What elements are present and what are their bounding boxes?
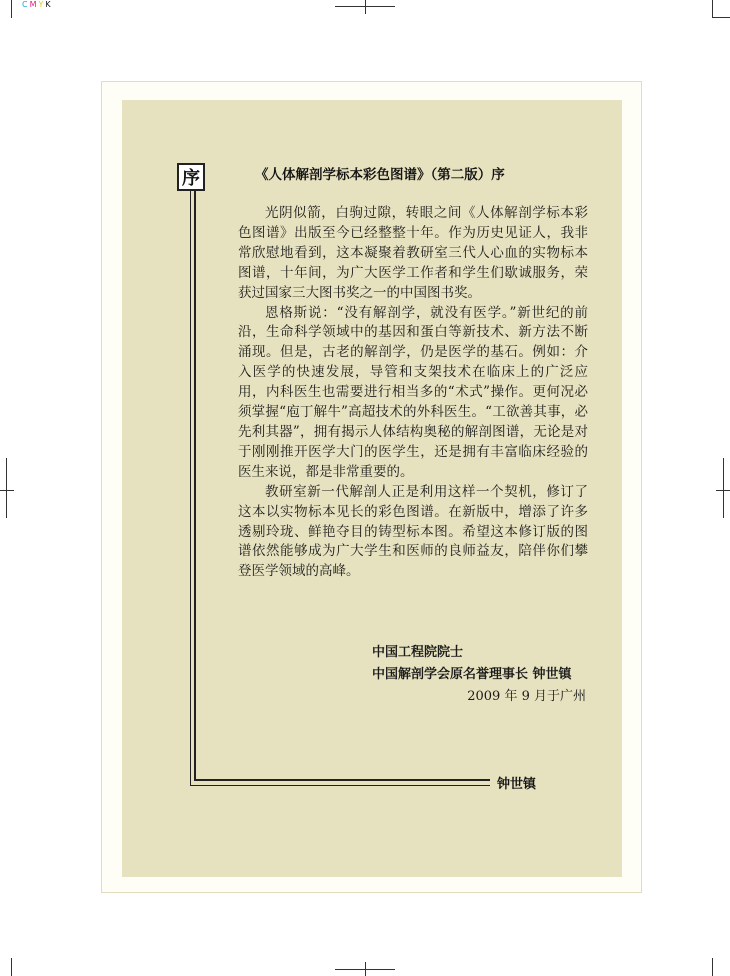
preface-title: 《人体解剖学标本彩色图谱》（第二版）序 xyxy=(255,167,505,183)
crop-mark-bottom-left-v xyxy=(11,958,12,976)
preface-seal xyxy=(177,163,205,191)
paragraph-3: 教研室新一代解剖人正是利用这样一个契机，修订了这本以实物标本见长的彩色图谱。在新版中，增添了许多透剔玲珑、鲜艳夺目的铸型标本图。希望这本修订版的图谱依然能够成为广大学生和医师的良师益友，陪伴你们攀登医学领域的高峰。 xyxy=(238,483,588,580)
crop-mark-top-right-v xyxy=(712,0,713,18)
crop-mark-bottom-center-v xyxy=(365,962,366,976)
paragraph-2: 恩格斯说：“没有解剖学，就没有医学。”新世纪的前沿，生命科学领域中的基因和蛋白等新技术、新方法不断涌现。但是，古老的解剖学，仍是医学的基石。例如：介入医学的快速发展，导管和支架技术在临床上的广泛应用，内科医生也需要进行相当多的“术式”操作。更何况必须掌握“庖丁解牛”高超技术的外科医生。“工欲善其事，必先利其器”，拥有揭示人体结构奥秘的解剖图谱，无论是对于刚刚推开医学大门的医学生，还是拥有丰富临床经验的医生来说，都是非常重要的。 xyxy=(238,304,588,480)
crop-mark-top-center-v xyxy=(365,0,366,14)
decorative-vline-inner xyxy=(194,191,196,781)
preface-body xyxy=(238,204,588,582)
decorative-vline-outer xyxy=(190,191,191,786)
crop-mark-left-mid-v xyxy=(6,458,7,518)
cmyk-color-bar xyxy=(22,0,53,9)
signature-title-1: 中国工程院院士 xyxy=(372,645,464,660)
decorative-hline-inner xyxy=(194,779,490,781)
crop-mark-right-mid-v xyxy=(723,458,724,518)
decorative-hline-outer xyxy=(190,785,490,786)
crop-mark-bottom-right-v xyxy=(712,958,713,976)
cmyk-y: Y xyxy=(38,0,46,9)
signature-block xyxy=(372,642,592,708)
author-label: 钟世镇 xyxy=(497,777,537,792)
preface-seal-char: 序 xyxy=(182,168,200,189)
signature-date: 2009 年 9 月于广州 xyxy=(467,689,586,704)
crop-mark-top-left-v xyxy=(11,0,12,18)
crop-mark-top-right-h xyxy=(712,17,730,18)
cmyk-c: C xyxy=(22,0,30,9)
crop-mark-left-mid-h xyxy=(0,490,14,491)
paragraph-1: 光阴似箭，白驹过隙，转眼之间《人体解剖学标本彩色图谱》出版至今已经整整十年。作为历史见证人，我非常欣慰地看到，这本凝聚着教研室三代人心血的实物标本图谱，十年间，为广大医学工作者和学生们歇诚服务，荣获过国家三大图书奖之一的中国图书奖。 xyxy=(238,205,588,301)
cmyk-k: K xyxy=(45,0,53,9)
signature-title-2: 中国解剖学会原名誉理事长 钟世镇 xyxy=(372,667,572,682)
cmyk-m: M xyxy=(29,0,39,9)
